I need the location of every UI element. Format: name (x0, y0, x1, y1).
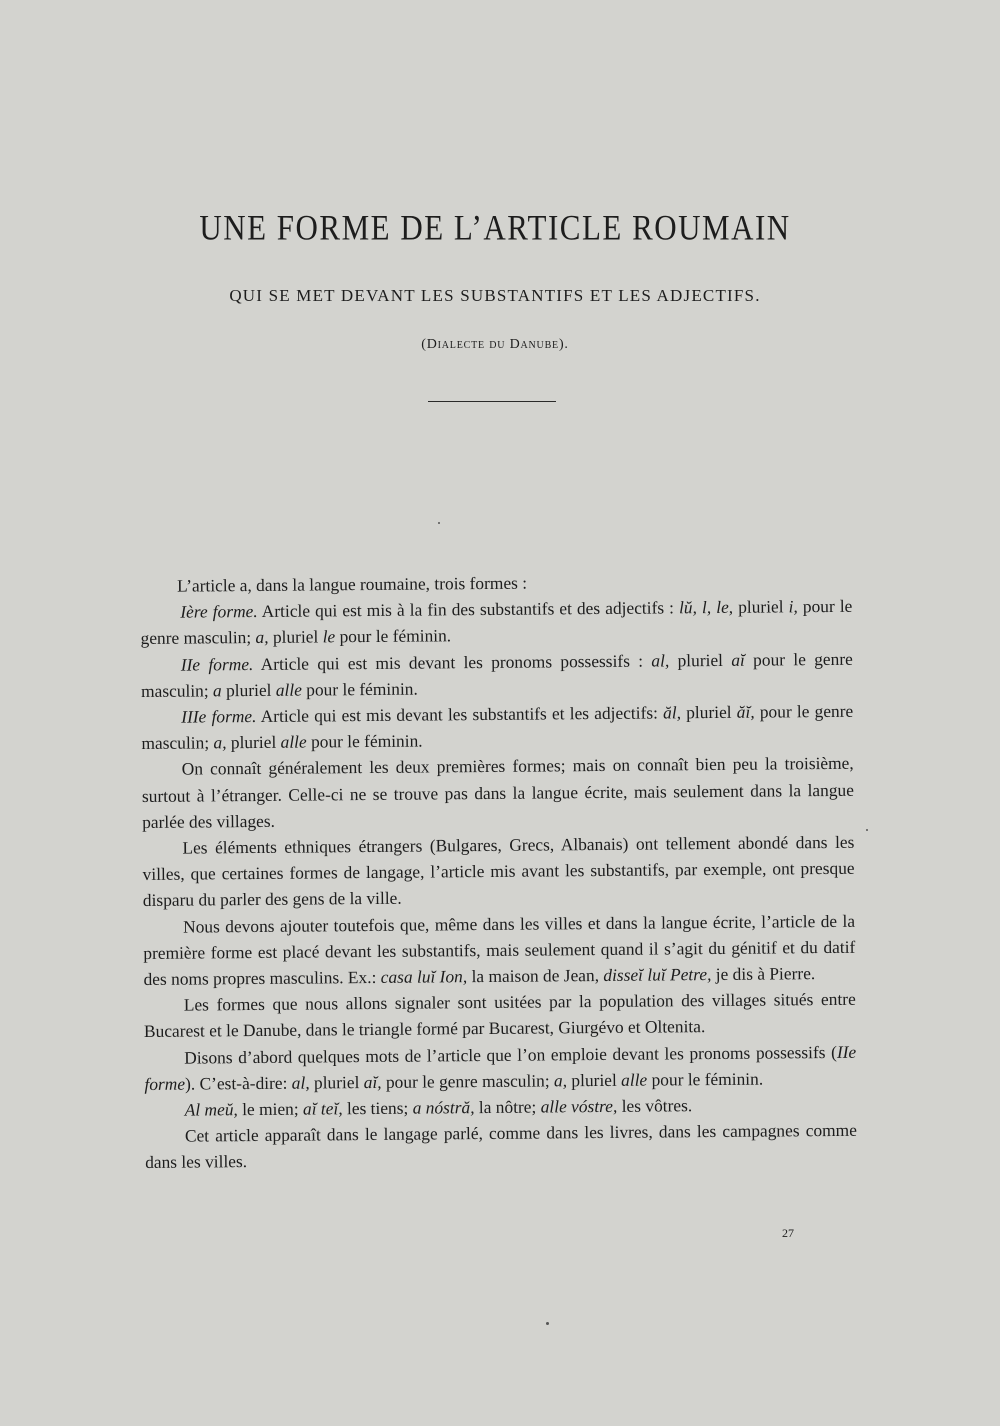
paragraph-3: IIe forme. Article qui est mis devant les pronoms possessifs : al, pluriel aĭ pour le genre masculin; a pluriel alle pour le féminin. (140, 648, 853, 701)
paragraph-5: On connaît généralement les deux premières formes; mais on connaît bien peu la troisième, surtout à l’étranger. Celle-ci ne se trouve pas dans la langue écrite, mais seulement dans la langue parlée des villages. (141, 753, 855, 832)
page-number: 27 (782, 1226, 794, 1240)
paragraph-2: Ière forme. Article qui est mis à la fin des substantifs et des adjectifs : lŭ, l, le, pluriel i, pour le genre masculin; a, pluriel le pour le féminin. (140, 595, 853, 649)
paragraph-7: Nous devons ajouter toutefois que, même dans les villes et dans la langue écrite, l’article de la première forme est placé devant les substantifs, mais seulement quand il s’agit du génitif et du datif des noms propres masculins. Ex.: casa luĭ Ion, la maison de Jean, disseĭ luĭ Petre, je dis à Pierre. (143, 910, 856, 990)
dialect-word-1: Dialecte (426, 337, 485, 352)
paragraph-10: Al meŭ, le mien; aĭ teĭ, les tiens; a nóstră, la nôtre; alle vóstre, les vôtres. (184, 1095, 693, 1120)
dialect-close: ). (558, 337, 569, 352)
dialect-open: ( (421, 337, 427, 352)
form-label: IIIe forme. (181, 706, 257, 727)
paragraph-9: Disons d’abord quelques mots de l’article que l’on emploie devant les pronoms possessifs (IIe forme). C’est-à-dire: al, pluriel aĭ, pour le genre masculin; a, pluriel alle pour le féminin. (144, 1041, 857, 1094)
form-label: IIe forme. (180, 653, 254, 675)
ink-speck (546, 1322, 549, 1325)
paragraph-8: Les formes que nous allons signaler sont usitées par la population des villages situés entre Bucarest et le Danube, dans le triangle formé par Bucarest, Giurgévo et Oltenita. (143, 989, 856, 1042)
dialect-note (0, 337, 990, 353)
ink-speck (438, 522, 440, 524)
title-divider (428, 401, 556, 402)
ink-speck (866, 829, 868, 831)
dialect-word-3: Danube (509, 337, 559, 352)
paragraph-6: Les éléments ethniques étrangers (Bulgares, Grecs, Albanais) ont tellement abondé dans les villes, que certaines formes de langage, l’article mis avant les substantifs, par exemple, ont presque disparu du parler des gens de la ville. (142, 831, 855, 911)
paragraph-4: IIIe forme. Article qui est mis devant les substantifs et les adjectifs: ăl, pluriel ăĭ, pour le genre masculin; a, pluriel alle pour le féminin. (141, 700, 854, 754)
paragraph-1: L’article a, dans la langue roumaine, trois formes : (177, 572, 528, 596)
article-subtitle: QUI SE MET DEVANT LES SUBSTANTIFS ET LES ADJECTIFS. (229, 286, 761, 305)
article-title: UNE FORME DE L’ARTICLE ROUMAIN (199, 207, 791, 248)
dialect-word-2: du (489, 337, 506, 352)
form-label: Ière forme. (180, 601, 258, 622)
paragraph-11: Cet article apparaît dans le langage parlé, comme dans les livres, dans les campagnes comme dans les villes. (145, 1120, 857, 1173)
article-body (140, 567, 857, 1176)
